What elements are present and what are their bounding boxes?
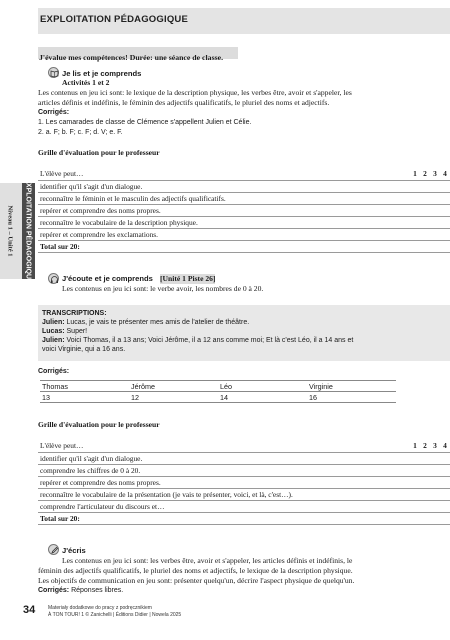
part1-line1: Les contenus en jeu ici sont: le lexique de la description physique, les verbes être, avoir et s'appeler, les	[38, 88, 352, 97]
grid2-score-2: 2	[420, 440, 430, 452]
table-row	[38, 204, 450, 216]
table-row	[38, 240, 450, 252]
table-row	[38, 464, 450, 476]
answers-table	[40, 380, 396, 403]
grid1-score-4: 4	[440, 168, 450, 180]
transcript-line-3	[42, 336, 353, 345]
part1-line2: articles définis et indéfinis, le féminin des adjectifs qualificatifs, le pluriel des noms et adjectifs.	[38, 98, 330, 107]
evaluation-grid-1	[38, 168, 450, 253]
table-row	[38, 216, 450, 228]
part3-line2: féminin des adjectifs qualificatifs, le pluriel des noms et adjectifs, le lexique de la description physique.	[38, 566, 353, 575]
footer-line-2: À TON TOUR! 1 © Zanichelli | Éditions Didier | Nowela 2025	[48, 612, 182, 618]
grid1-row-5: repérer et comprendre les exclamations.	[38, 228, 450, 240]
grid2-row-4: reconnaître le vocabulaire de la présentation (je vais te présenter, voici, et là, c'est…).	[38, 488, 450, 500]
headphones-icon	[48, 273, 59, 284]
table-row	[40, 381, 396, 392]
part3-line3: Les objectifs de communication en jeu sont: présenter quelqu'un, décrire l'aspect physique de quelqu'un.	[38, 576, 355, 585]
part2-track: [Unité 1 Piste 26]	[160, 274, 216, 283]
part3-corriges	[38, 586, 123, 596]
part1-corriges-1: 1. Les camarades de classe de Clémence s'appellent Julien et Célie.	[38, 119, 252, 126]
corriges2-label: Corrigés:	[38, 368, 70, 375]
part1-subtitle: Activités 1 et 2	[62, 78, 110, 87]
answer-name: Léo	[218, 381, 307, 392]
evaluation-grid-2	[38, 440, 450, 525]
corriges-label: Corrigés:	[38, 587, 70, 594]
grid2-header-row	[38, 440, 450, 452]
table-row	[38, 192, 450, 204]
grid1-header-row	[38, 168, 450, 180]
table-row	[38, 476, 450, 488]
speaker-name: Julien:	[42, 319, 65, 326]
transcript-line-4: voici Virginie, qui a 16 ans.	[42, 346, 126, 353]
grid1-score-2: 2	[420, 168, 430, 180]
transcript-line-1	[42, 318, 249, 327]
page-number: 34	[23, 604, 36, 616]
grid2-score-1: 1	[410, 440, 420, 452]
answer-age: 13	[40, 392, 129, 403]
answer-name: Thomas	[40, 381, 129, 392]
part3-line1: Les contenus en jeu ici sont: les verbes être, avoir et s'appeler, les articles définis et indéfinis, le	[62, 556, 353, 565]
corriges-text: Réponses libres.	[69, 587, 124, 594]
part3-title: J'écris	[62, 546, 86, 555]
grid2-row-1: identifier qu'il s'agit d'un dialogue.	[38, 452, 450, 464]
table-row	[38, 500, 450, 512]
grid2-title: Grille d'évaluation pour le professeur	[38, 420, 160, 429]
side-section-label: EXPLOITATION PÉDAGOGIQUE	[24, 178, 32, 284]
book-icon	[48, 67, 59, 78]
transcript-text: Super!	[64, 328, 88, 335]
footer-line-1: Materiały dodatkowe do pracy z podręcznikiem	[48, 605, 152, 611]
grid1-score-3: 3	[430, 168, 440, 180]
grid2-row-2: comprendre les chiffres de 0 à 20.	[38, 464, 450, 476]
grid2-total: Total sur 20:	[38, 512, 450, 524]
part1-corriges-2: 2. a. F; b. F; c. F; d. V; e. F.	[38, 129, 123, 136]
pencil-icon	[48, 544, 59, 555]
answer-name: Jérôme	[129, 381, 218, 392]
grid1-row-4: reconnaître le vocabulaire de la description physique.	[38, 216, 450, 228]
part2-title: J'écoute et je comprends	[62, 274, 153, 283]
grid1-row-2: reconnaître le féminin et le masculin des adjectifs qualificatifs.	[38, 192, 450, 204]
answer-name: Virginie	[307, 381, 396, 392]
grid1-row-1: identifier qu'il s'agit d'un dialogue.	[38, 180, 450, 192]
speaker-name: Lucas:	[42, 328, 65, 335]
grid1-row-3: repérer et comprendre des noms propres.	[38, 204, 450, 216]
grid2-score-3: 3	[430, 440, 440, 452]
transcriptions-label: TRANSCRIPTIONS:	[42, 310, 107, 317]
part1-title: Je lis et je comprends	[62, 69, 142, 78]
speaker-name: Julien:	[42, 337, 65, 344]
table-row	[38, 228, 450, 240]
table-row	[40, 392, 396, 403]
table-row	[38, 488, 450, 500]
section-heading	[38, 47, 238, 62]
transcript-text: Lucas, je vais te présenter mes amis de l'atelier de théâtre.	[64, 319, 250, 326]
table-row	[38, 452, 450, 464]
grid2-score-4: 4	[440, 440, 450, 452]
grid2-header: L'élève peut…	[38, 440, 410, 452]
grid1-score-1: 1	[410, 168, 420, 180]
grid2-row-5: comprendre l'articulateur du discours et…	[38, 500, 450, 512]
transcript-text: Voici Thomas, il a 13 ans; Voici Jérôme, il a 12 ans comme moi; Et là c'est Léo, il a 14 ans et	[64, 337, 354, 344]
page-header-title: EXPLOITATION PÉDAGOGIQUE	[40, 14, 189, 25]
part1-corriges-label: Corrigés:	[38, 109, 70, 116]
grid1-title: Grille d'évaluation pour le professeur	[38, 148, 160, 157]
grid1-header: L'élève peut…	[38, 168, 410, 180]
part2-line1: Les contenus en jeu ici sont: le verbe avoir, les nombres de 0 à 20.	[62, 284, 264, 293]
table-row	[38, 180, 450, 192]
answer-age: 16	[307, 392, 396, 403]
answer-age: 14	[218, 392, 307, 403]
table-row	[38, 512, 450, 524]
grid2-row-3: repérer et comprendre des noms propres.	[38, 476, 450, 488]
section-heading-text: J'évalue mes compétences! Durée: une séance de classe.	[39, 53, 224, 62]
grid1-total: Total sur 20:	[38, 240, 450, 252]
transcript-line-2	[42, 327, 87, 336]
answer-age: 12	[129, 392, 218, 403]
side-level-label: Niveau 1 – Unité 1	[6, 205, 14, 257]
